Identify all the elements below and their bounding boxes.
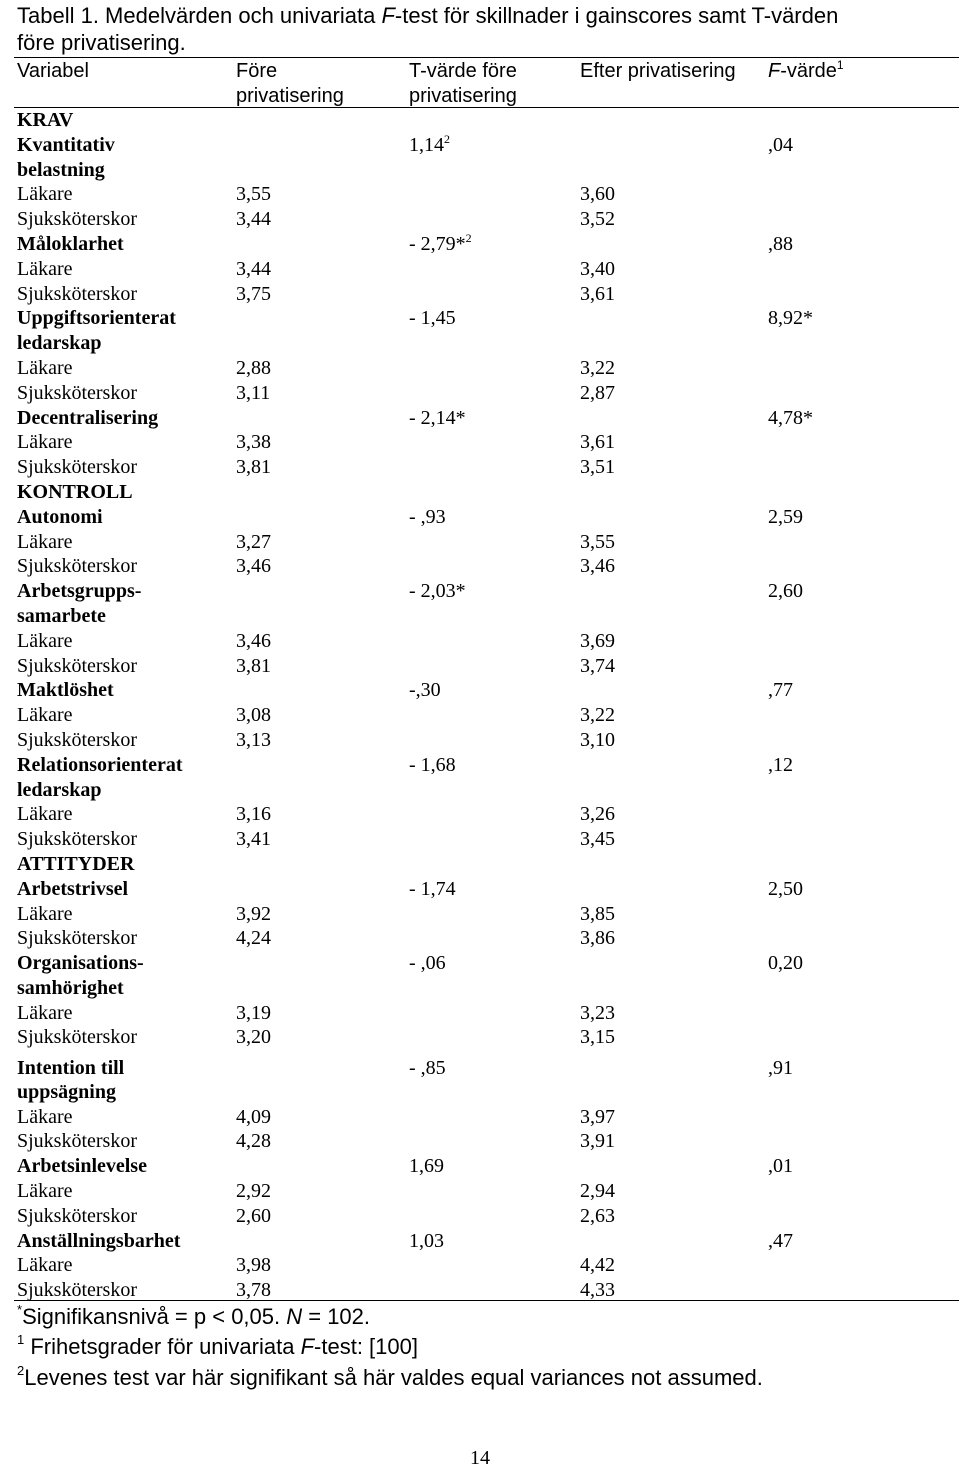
cell-efter: 3,69 — [580, 629, 615, 652]
row-label: uppsägning — [17, 1080, 116, 1103]
cell-fore: 2,88 — [236, 356, 271, 379]
cell-f-value: 2,60 — [768, 580, 803, 603]
cell-fore: 3,92 — [236, 902, 271, 925]
cell-efter: 3,85 — [580, 902, 615, 925]
table-row — [0, 182, 960, 207]
row-label: Sjuksköterskor — [17, 555, 137, 578]
table-row — [0, 455, 960, 480]
table-row — [0, 1204, 960, 1229]
row-label: ATTITYDER — [17, 852, 135, 875]
table-row-heading — [0, 406, 960, 431]
cell-fore: 3,81 — [236, 456, 271, 479]
row-label: Sjuksköterskor — [17, 1279, 137, 1302]
cell-t-value: 1,03 — [409, 1229, 444, 1252]
cell-f-value: ,88 — [768, 232, 793, 255]
row-label: Läkare — [17, 183, 73, 206]
table-body — [0, 108, 960, 1303]
cell-fore: 3,20 — [236, 1026, 271, 1049]
row-label: Läkare — [17, 356, 73, 379]
cell-t-value: - 1,45 — [409, 307, 456, 330]
cell-fore: 3,55 — [236, 183, 271, 206]
row-label: Anställningsbarhet — [17, 1229, 181, 1252]
cell-fore: 3,41 — [236, 828, 271, 851]
header-efter: Efter privatisering — [580, 60, 736, 82]
row-label: Uppgiftsorienterat — [17, 307, 176, 330]
row-label: belastning — [17, 158, 105, 181]
caption-f-symbol: F — [381, 3, 395, 28]
table-top-rule — [14, 57, 959, 58]
cell-t-value: - 1,74 — [409, 877, 456, 900]
row-label: Relationsorienterat — [17, 753, 183, 776]
cell-efter: 3,60 — [580, 183, 615, 206]
row-label: Intention till — [17, 1057, 125, 1080]
cell-fore: 3,19 — [236, 1001, 271, 1024]
table-row-heading — [0, 331, 960, 356]
row-label: Måloklarhet — [17, 232, 124, 255]
table-row — [0, 1129, 960, 1154]
footnote-marker: 2 — [444, 131, 450, 146]
table-row-heading — [0, 232, 960, 257]
cell-fore: 3,81 — [236, 654, 271, 677]
row-label: samhörighet — [17, 976, 124, 999]
row-label: Maktlöshet — [17, 679, 114, 702]
cell-fore: 3,16 — [236, 803, 271, 826]
cell-efter: 3,61 — [580, 282, 615, 305]
row-label: Läkare — [17, 1254, 73, 1277]
cell-f-value: ,91 — [768, 1057, 793, 1080]
table-row — [0, 902, 960, 927]
table-row — [0, 1105, 960, 1130]
cell-efter: 3,22 — [580, 704, 615, 727]
cell-f-value: 8,92* — [768, 307, 813, 330]
table-row-heading — [0, 1229, 960, 1254]
footnote-marker: 2 — [465, 230, 472, 245]
row-label: samarbete — [17, 604, 106, 627]
row-label: Sjuksköterskor — [17, 208, 137, 231]
cell-efter: 3,61 — [580, 431, 615, 454]
cell-t-value: - ,93 — [409, 505, 446, 528]
footnote-levene: $^2$Levenes test var här signifikant så här valdes equal variances not assumed. — [17, 1363, 763, 1390]
cell-efter: 3,23 — [580, 1001, 615, 1024]
row-label: KRAV — [17, 109, 74, 131]
cell-f-value: ,47 — [768, 1229, 793, 1252]
cell-efter: 4,33 — [580, 1279, 615, 1302]
row-label: Sjuksköterskor — [17, 1130, 137, 1153]
table-row — [0, 703, 960, 728]
cell-efter: 2,87 — [580, 381, 615, 404]
cell-fore: 3,11 — [236, 381, 271, 404]
row-label: Läkare — [17, 257, 73, 280]
cell-efter: 3,97 — [580, 1105, 615, 1128]
cell-fore: 4,28 — [236, 1130, 271, 1153]
cell-efter: 3,55 — [580, 530, 615, 553]
table-row — [0, 654, 960, 679]
table-row-heading — [0, 976, 960, 1001]
table-bottom-rule — [14, 1300, 959, 1301]
cell-efter: 3,46 — [580, 555, 615, 578]
cell-efter: 2,63 — [580, 1204, 615, 1227]
footnote-significance: *Signifikansnivå = p < 0,05. N = 102. — [17, 1302, 371, 1329]
cell-t-value: - ,85 — [409, 1057, 446, 1080]
table-row — [0, 282, 960, 307]
table-row-heading — [0, 1050, 960, 1080]
cell-efter: 3,86 — [580, 927, 615, 950]
row-label: Läkare — [17, 1180, 73, 1203]
cell-efter: 2,94 — [580, 1180, 615, 1203]
row-label: Sjuksköterskor — [17, 456, 137, 479]
table-row — [0, 430, 960, 455]
cell-t-value: 1,14$^2$ — [409, 131, 450, 156]
row-label: ledarskap — [17, 332, 102, 355]
cell-efter: 3,52 — [580, 208, 615, 231]
row-label: KONTROLL — [17, 480, 133, 503]
row-label: Decentralisering — [17, 406, 159, 429]
cell-t-value: - 2,03* — [409, 580, 466, 603]
page-number: 14 — [470, 1447, 490, 1469]
cell-f-value: 4,78* — [768, 406, 813, 429]
row-label: Sjuksköterskor — [17, 1026, 137, 1049]
table-row-heading — [0, 877, 960, 902]
cell-fore: 3,46 — [236, 629, 271, 652]
row-label: Arbetsgrupps- — [17, 580, 142, 603]
row-label: Läkare — [17, 530, 73, 553]
table-row-heading — [0, 1154, 960, 1179]
table-row — [0, 257, 960, 282]
cell-fore: 3,78 — [236, 1279, 271, 1302]
row-label: Sjuksköterskor — [17, 927, 137, 950]
cell-efter: 3,74 — [580, 654, 615, 677]
cell-t-value: - ,06 — [409, 952, 446, 975]
table-row-heading — [0, 579, 960, 604]
cell-fore: 3,13 — [236, 728, 271, 751]
table-row-heading — [0, 133, 960, 158]
row-label: Kvantitativ — [17, 133, 115, 156]
table-row-heading — [0, 306, 960, 331]
table-row-heading — [0, 1080, 960, 1105]
caption-text-cont: -test för skillnader i gainscores samt T-värden — [394, 3, 839, 28]
cell-efter: 3,15 — [580, 1026, 615, 1049]
cell-f-value: ,77 — [768, 679, 793, 702]
table-row-heading — [0, 951, 960, 976]
table-row — [0, 381, 960, 406]
row-label: Läkare — [17, 1105, 73, 1128]
table-row-heading — [0, 480, 960, 505]
table-row — [0, 530, 960, 555]
cell-fore: 3,75 — [236, 282, 271, 305]
cell-efter: 3,10 — [580, 728, 615, 751]
row-label: Sjuksköterskor — [17, 828, 137, 851]
cell-fore: 3,38 — [236, 431, 271, 454]
row-label: Sjuksköterskor — [17, 282, 137, 305]
cell-f-value: ,04 — [768, 133, 793, 156]
cell-fore: 3,46 — [236, 555, 271, 578]
cell-fore: 4,24 — [236, 927, 271, 950]
cell-f-value: ,12 — [768, 753, 793, 776]
cell-fore: 3,08 — [236, 704, 271, 727]
cell-fore: 2,60 — [236, 1204, 271, 1227]
row-label: Sjuksköterskor — [17, 381, 137, 404]
table-row-heading — [0, 505, 960, 530]
cell-efter: 3,45 — [580, 828, 615, 851]
table-row-heading — [0, 778, 960, 803]
table-row — [0, 554, 960, 579]
row-label: Läkare — [17, 902, 73, 925]
cell-fore: 3,98 — [236, 1254, 271, 1277]
header-t-varde: T-värde före privatisering — [409, 60, 517, 107]
cell-f-value: 2,50 — [768, 877, 803, 900]
table-row — [0, 802, 960, 827]
row-label: Sjuksköterskor — [17, 728, 137, 751]
row-label: Organisations- — [17, 952, 144, 975]
cell-f-value: ,01 — [768, 1155, 793, 1178]
cell-fore: 3,27 — [236, 530, 271, 553]
row-label: Läkare — [17, 431, 73, 454]
header-variabel: Variabel — [17, 60, 89, 82]
table-row — [0, 629, 960, 654]
table-row-heading — [0, 678, 960, 703]
row-label: Läkare — [17, 1001, 73, 1024]
cell-efter: 3,51 — [580, 456, 615, 479]
table-row — [0, 1179, 960, 1204]
row-label: Sjuksköterskor — [17, 1204, 137, 1227]
table-row — [0, 1001, 960, 1026]
caption-line-2: före privatisering. — [17, 30, 186, 55]
table-row-heading — [0, 753, 960, 778]
cell-f-value: 2,59 — [768, 505, 803, 528]
row-label: Läkare — [17, 803, 73, 826]
caption-text: Tabell 1. Medelvärden och univariata — [17, 3, 382, 28]
table-row — [0, 1025, 960, 1050]
cell-t-value: - 2,79*$^2$ — [409, 230, 472, 255]
row-label: Läkare — [17, 629, 73, 652]
table-caption — [17, 2, 947, 56]
row-label: Autonomi — [17, 505, 103, 528]
cell-t-value: - 2,14* — [409, 406, 466, 429]
cell-t-value: - 1,68 — [409, 753, 456, 776]
header-f-varde: F-värde$^1$ — [768, 58, 844, 82]
cell-efter: 3,91 — [580, 1130, 615, 1153]
header-fore: Före privatisering — [236, 60, 344, 107]
footnote-degrees-of-freedom: $^1$ Frihetsgrader för univariata F-test: [100] — [17, 1332, 418, 1359]
table-row-heading — [0, 852, 960, 877]
cell-fore: 4,09 — [236, 1105, 271, 1128]
table-row — [0, 1253, 960, 1278]
row-label: ledarskap — [17, 778, 102, 801]
cell-f-value: 0,20 — [768, 952, 803, 975]
row-label: Läkare — [17, 704, 73, 727]
table-row — [0, 207, 960, 232]
cell-efter: 3,40 — [580, 257, 615, 280]
cell-efter: 3,26 — [580, 803, 615, 826]
cell-efter: 4,42 — [580, 1254, 615, 1277]
cell-fore: 2,92 — [236, 1180, 271, 1203]
table-row-heading — [0, 108, 960, 133]
table-row-heading — [0, 604, 960, 629]
table-row — [0, 926, 960, 951]
table-row — [0, 728, 960, 753]
row-label: Arbetstrivsel — [17, 877, 129, 900]
cell-t-value: -,30 — [409, 679, 441, 702]
row-label: Sjuksköterskor — [17, 654, 137, 677]
table-row — [0, 356, 960, 381]
cell-t-value: 1,69 — [409, 1155, 444, 1178]
table-row — [0, 827, 960, 852]
table-row-heading — [0, 158, 960, 183]
cell-efter: 3,22 — [580, 356, 615, 379]
cell-fore: 3,44 — [236, 257, 271, 280]
row-label: Arbetsinlevelse — [17, 1155, 147, 1178]
cell-fore: 3,44 — [236, 208, 271, 231]
